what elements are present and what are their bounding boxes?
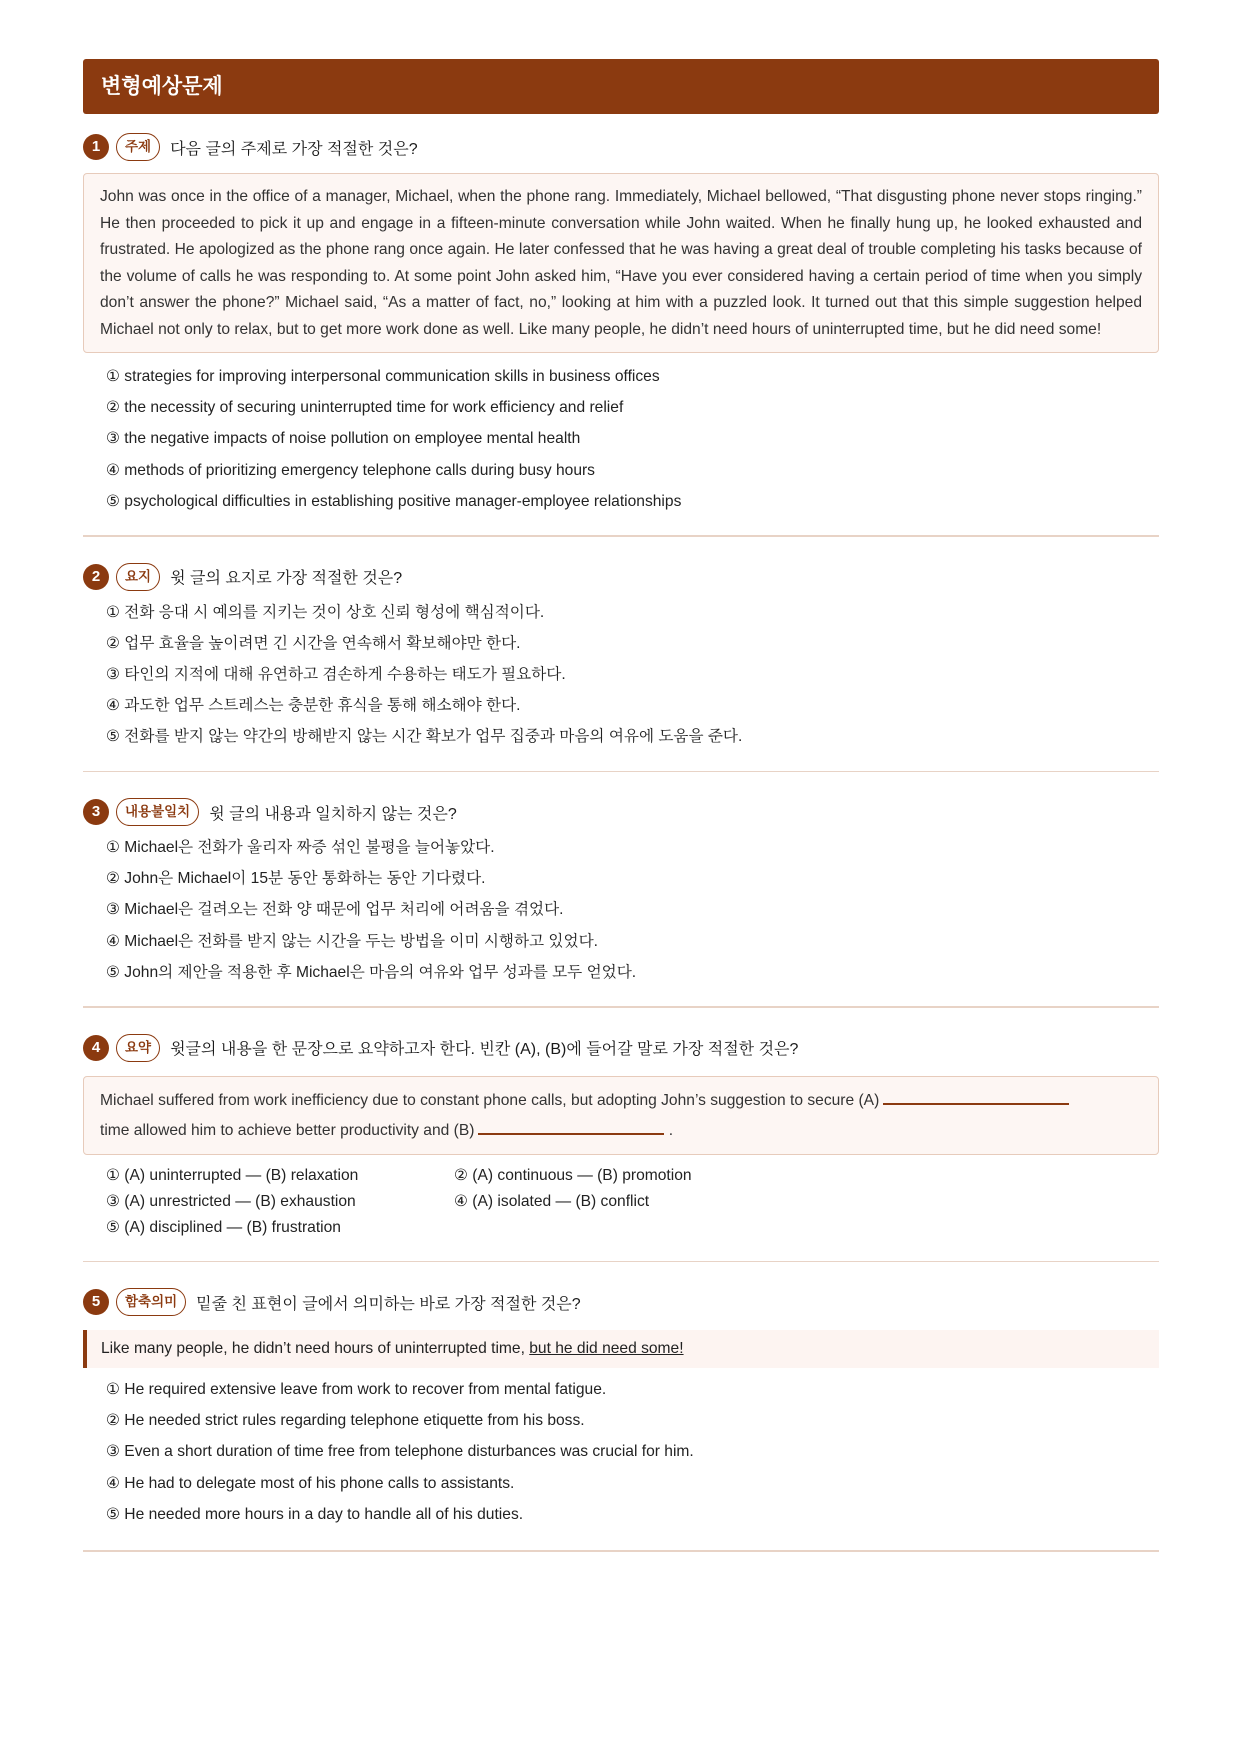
answer-option-2[interactable]: ② (A) continuous — (B) promotion <box>454 1166 692 1184</box>
question-header <box>83 561 1159 593</box>
answer-options <box>83 1374 1159 1530</box>
answer-option-5[interactable]: ⑤ 전화를 받지 않는 약간의 방해받지 않는 시간 확보가 업무 집중과 마음의 여유에 도움을 준다. <box>106 728 743 746</box>
question-number: 1 <box>83 134 109 160</box>
answer-options <box>83 832 1159 988</box>
answer-option-1[interactable]: ① strategies for improving interpersonal communication skills in business offices <box>106 368 660 385</box>
question-5 <box>83 1286 1159 1530</box>
section-divider <box>83 771 1159 773</box>
answer-option-5[interactable]: ⑤ John의 제안을 적용한 후 Michael은 마음의 여유와 업무 성과를 모두 얻었다. <box>106 963 637 981</box>
answer-option-2[interactable]: ② He needed strict rules regarding telephone etiquette from his boss. <box>106 1412 585 1430</box>
answer-option-4[interactable]: ④ 과도한 업무 스트레스는 충분한 휴식을 통해 해소해야 한다. <box>106 697 521 715</box>
question-text: 다음 글의 주제로 가장 적절한 것은? <box>170 140 418 158</box>
answer-option-1[interactable]: ① 전화 응대 시 예의를 지키는 것이 상호 신뢰 형성에 핵심적이다. <box>106 603 545 621</box>
question-type-tag: 요지 <box>116 563 160 591</box>
summary-text-part-2: time allowed him to achieve better productivity and (B) <box>100 1121 475 1139</box>
quoted-sentence <box>83 1330 1159 1368</box>
answer-option-5[interactable]: ⑤ psychological difficulties in establishing positive manager-employee relationships <box>106 492 682 510</box>
summary-period: . <box>668 1121 674 1139</box>
answer-option-5[interactable]: ⑤ (A) disciplined — (B) frustration <box>106 1218 341 1236</box>
section-divider <box>83 1550 1159 1552</box>
summary-text-part-1: Michael suffered from work inefficiency due to constant phone calls, but adopting John’s suggestion to secure (A) <box>100 1091 880 1109</box>
answer-option-3[interactable]: ③ 타인의 지적에 대해 유연하고 겸손하게 수용하는 태도가 필요하다. <box>106 665 566 683</box>
answer-option-4[interactable]: ④ methods of prioritizing emergency telephone calls during busy hours <box>106 461 595 479</box>
answer-option-3[interactable]: ③ Michael은 걸려오는 전화 양 때문에 업무 처리에 어려움을 겪었다. <box>106 901 564 919</box>
blank-b <box>478 1118 664 1135</box>
question-header <box>83 1032 1159 1064</box>
answer-option-4[interactable]: ④ Michael은 전화를 받지 않는 시간을 두는 방법을 이미 시행하고 있었다. <box>106 932 598 950</box>
page-title: 변형예상문제 <box>83 59 1159 114</box>
blank-a <box>883 1088 1069 1105</box>
question-text: 윗 글의 내용과 일치하지 않는 것은? <box>209 805 457 823</box>
answer-option-3[interactable]: ③ (A) unrestricted — (B) exhaustion <box>106 1192 356 1210</box>
question-number: 3 <box>83 799 109 825</box>
answer-options <box>83 597 1159 753</box>
answer-option-1[interactable]: ① Michael은 전화가 울리자 짜증 섞인 불평을 늘어놓았다. <box>106 839 495 857</box>
reading-passage: John was once in the office of a manager, Michael, when the phone rang. Immediately, Michael bellowed, “That disgusting phone never stops ringing.” He then proceeded to pick it up and engage in a fifteen-minute conversation while John waited. When he finally hung up, he looked exhausted and frustrated. He apologized as the phone rang once again. He later confessed that he was having a great deal of trouble completing his tasks because of the volume of calls he was responding to. At some point John asked him, “Have you ever considered having a certain period of time when you simply don’t answer the phone?” Michael said, “As a matter of fact, no,” looking at him with a puzzled look. It turned out that this simple suggestion helped Michael not only to relax, but to get more work done as well. Like many people, he didn’t need hours of uninterrupted time, but he did need some! <box>83 173 1159 353</box>
question-type-tag: 함축의미 <box>116 1288 186 1316</box>
question-text: 밑줄 친 표현이 글에서 의미하는 바로 가장 적절한 것은? <box>196 1295 581 1313</box>
answer-options <box>83 1163 1159 1241</box>
question-number: 5 <box>83 1289 109 1315</box>
question-header <box>83 1286 1159 1318</box>
answer-option-4[interactable]: ④ (A) isolated — (B) conflict <box>454 1192 650 1210</box>
question-text: 윗글의 내용을 한 문장으로 요약하고자 한다. 빈칸 (A), (B)에 들어갈 말로 가장 적절한 것은? <box>170 1041 799 1059</box>
question-3 <box>83 796 1159 988</box>
answer-option-2[interactable]: ② John은 Michael이 15분 동안 통화하는 동안 기다렸다. <box>106 870 486 888</box>
question-1 <box>83 131 1159 517</box>
question-header <box>83 796 1159 828</box>
answer-option-2[interactable]: ② the necessity of securing uninterrupted time for work efficiency and relief <box>106 399 624 417</box>
section-divider <box>83 1261 1159 1263</box>
underlined-expression: but he did need some! <box>529 1340 684 1358</box>
answer-option-2[interactable]: ② 업무 효율을 높이려면 긴 시간을 연속해서 확보해야만 한다. <box>106 634 521 652</box>
question-4 <box>83 1032 1159 1241</box>
question-2 <box>83 561 1159 753</box>
quote-text: Like many people, he didn’t need hours of uninterrupted time, <box>101 1340 530 1358</box>
answer-option-4[interactable]: ④ He had to delegate most of his phone calls to assistants. <box>106 1474 515 1492</box>
question-number: 4 <box>83 1035 109 1061</box>
section-divider <box>83 535 1159 537</box>
answer-option-1[interactable]: ① (A) uninterrupted — (B) relaxation <box>106 1166 359 1184</box>
section-divider <box>83 1006 1159 1008</box>
question-type-tag: 내용불일치 <box>116 798 199 826</box>
answer-option-3[interactable]: ③ Even a short duration of time free from telephone disturbances was crucial for him. <box>106 1443 694 1461</box>
answer-options <box>83 361 1159 517</box>
answer-option-3[interactable]: ③ the negative impacts of noise pollution on employee mental health <box>106 430 581 448</box>
answer-option-5[interactable]: ⑤ He needed more hours in a day to handle all of his duties. <box>106 1505 524 1523</box>
question-number: 2 <box>83 564 109 590</box>
question-type-tag: 주제 <box>116 133 160 161</box>
worksheet <box>83 59 1159 1552</box>
question-header <box>83 131 1159 163</box>
answer-option-1[interactable]: ① He required extensive leave from work to recover from mental fatigue. <box>106 1381 607 1399</box>
summary-box <box>83 1076 1159 1155</box>
question-text: 윗 글의 요지로 가장 적절한 것은? <box>170 570 403 588</box>
question-type-tag: 요약 <box>116 1034 160 1062</box>
